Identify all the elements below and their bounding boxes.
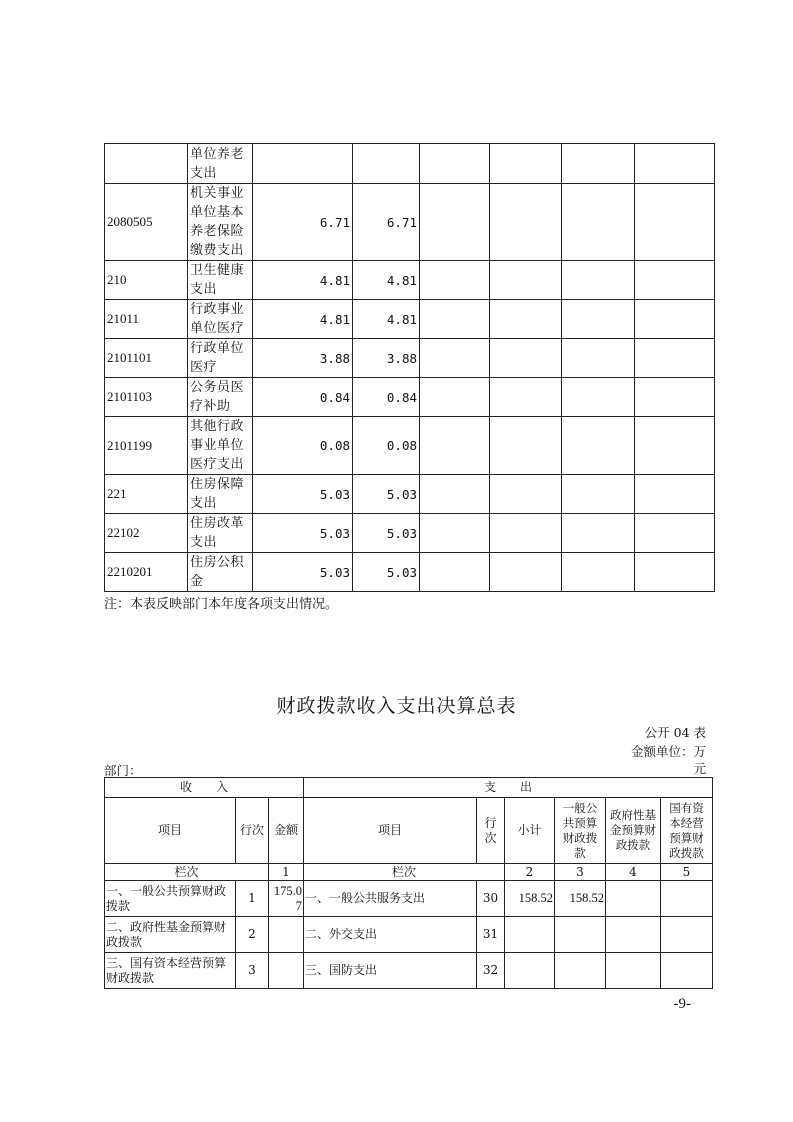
project-expense [420, 184, 490, 261]
subtotal-value [505, 917, 555, 953]
department-label: 部门： [104, 763, 142, 778]
subject-name: 住房保障 支出 [188, 475, 253, 514]
total-amount: 5.03 [253, 553, 353, 592]
col8-value [635, 261, 715, 300]
subject-name: 行政事业 单位医疗 [188, 300, 253, 339]
lanci-expense: 栏次 [304, 864, 505, 881]
general-budget-value [555, 953, 606, 989]
col-rowno-expense: 行 次 [477, 798, 505, 864]
table-row [105, 953, 713, 989]
idx-amount: 1 [269, 864, 304, 881]
table-row [105, 261, 715, 300]
income-amount [269, 953, 304, 989]
col8-value [635, 300, 715, 339]
col7-value [562, 417, 635, 475]
table-row [105, 300, 715, 339]
subject-code: 2101199 [105, 417, 188, 475]
col-soe-capital: 国有资 本经营 预算财 政拨款 [661, 798, 713, 864]
col-subtotal: 小计 [505, 798, 555, 864]
basic-expense: 0.84 [353, 378, 420, 417]
basic-expense: 5.03 [353, 475, 420, 514]
col6-value [490, 475, 562, 514]
table-row [105, 514, 715, 553]
col7-value [562, 378, 635, 417]
table-row [105, 553, 715, 592]
col8-value [635, 553, 715, 592]
lanci-income: 栏次 [105, 864, 269, 881]
table-row [105, 144, 715, 184]
subject-code: 22102 [105, 514, 188, 553]
project-expense [420, 417, 490, 475]
income-item: 一、一般公共预算财政 拨款 [105, 881, 236, 917]
idx-general: 3 [555, 864, 606, 881]
col8-value [635, 378, 715, 417]
project-expense [420, 261, 490, 300]
income-amount: 175.0 7 [269, 881, 304, 917]
subtotal-value [505, 953, 555, 989]
subject-name: 卫生健康 支出 [188, 261, 253, 300]
expenditure-table [104, 143, 715, 592]
total-amount: 4.81 [253, 300, 353, 339]
subject-name: 住房改革 支出 [188, 514, 253, 553]
col8-value [635, 417, 715, 475]
idx-soe: 5 [661, 864, 713, 881]
project-expense [420, 553, 490, 592]
basic-expense: 6.71 [353, 184, 420, 261]
col6-value [490, 378, 562, 417]
project-expense [420, 300, 490, 339]
col-item-income: 项目 [105, 798, 236, 864]
col8-value [635, 475, 715, 514]
col8-value [635, 514, 715, 553]
table-row [105, 475, 715, 514]
col7-value [562, 261, 635, 300]
col6-value [490, 553, 562, 592]
expense-row-no: 32 [477, 953, 505, 989]
unit-label: 金额单位：万 [630, 744, 706, 759]
idx-fund: 4 [606, 864, 661, 881]
total-amount: 4.81 [253, 261, 353, 300]
basic-expense: 5.03 [353, 514, 420, 553]
col-item-expense: 项目 [304, 798, 477, 864]
col8-value [635, 184, 715, 261]
expense-item: 三、国防支出 [304, 953, 477, 989]
soe-capital-value [661, 953, 713, 989]
col7-value [562, 300, 635, 339]
basic-expense: 5.03 [353, 553, 420, 592]
income-amount [269, 917, 304, 953]
appropriation-summary-table [104, 777, 713, 989]
expense-item: 一、一般公共服务支出 [304, 881, 477, 917]
soe-capital-value [661, 917, 713, 953]
subject-name: 住房公积 金 [188, 553, 253, 592]
gov-fund-value [606, 881, 661, 917]
subject-code [105, 144, 188, 184]
subject-code: 221 [105, 475, 188, 514]
table-row [105, 378, 715, 417]
col6-value [490, 417, 562, 475]
gov-fund-value [606, 917, 661, 953]
project-expense [420, 378, 490, 417]
basic-expense: 4.81 [353, 261, 420, 300]
col6-value [490, 184, 562, 261]
table-row [105, 417, 715, 475]
subject-code: 2101101 [105, 339, 188, 378]
subject-code: 2080505 [105, 184, 188, 261]
subject-name: 机关事业 单位基本 养老保险 缴费支出 [188, 184, 253, 261]
project-expense [420, 339, 490, 378]
col6-value [490, 261, 562, 300]
total-amount: 0.08 [253, 417, 353, 475]
total-amount [253, 144, 353, 184]
expense-row-no: 31 [477, 917, 505, 953]
total-amount: 6.71 [253, 184, 353, 261]
basic-expense [353, 144, 420, 184]
subject-name: 单位养老 支出 [188, 144, 253, 184]
table-row [105, 881, 713, 917]
col7-value [562, 475, 635, 514]
col8-value [635, 339, 715, 378]
expense-item: 二、外交支出 [304, 917, 477, 953]
table-row [105, 339, 715, 378]
total-amount: 5.03 [253, 475, 353, 514]
col6-value [490, 300, 562, 339]
col-general-budget: 一般公 共预算 财政拨 款 [555, 798, 606, 864]
col6-value [490, 144, 562, 184]
income-item: 三、国有资本经营预算 财政拨款 [105, 953, 236, 989]
idx-subtotal: 2 [505, 864, 555, 881]
project-expense [420, 144, 490, 184]
form-number: 公开 04 表 [644, 725, 706, 740]
income-row-no: 2 [236, 917, 269, 953]
basic-expense: 4.81 [353, 300, 420, 339]
soe-capital-value [661, 881, 713, 917]
subject-name: 公务员医 疗补助 [188, 378, 253, 417]
unit-label-cont: 元 [693, 761, 706, 776]
col8-value [635, 144, 715, 184]
project-expense [420, 475, 490, 514]
general-budget-value: 158.52 [555, 881, 606, 917]
general-budget-value [555, 917, 606, 953]
col7-value [562, 144, 635, 184]
expense-header: 支 出 [304, 778, 713, 798]
expense-row-no: 30 [477, 881, 505, 917]
project-expense [420, 514, 490, 553]
subject-code: 21011 [105, 300, 188, 339]
gov-fund-value [606, 953, 661, 989]
basic-expense: 0.08 [353, 417, 420, 475]
income-header: 收 入 [105, 778, 304, 798]
subject-name: 行政单位 医疗 [188, 339, 253, 378]
col7-value [562, 339, 635, 378]
table-row [105, 184, 715, 261]
table-note: 注：本表反映部门本年度各项支出情况。 [104, 597, 339, 612]
col6-value [490, 514, 562, 553]
basic-expense: 3.88 [353, 339, 420, 378]
subject-code: 210 [105, 261, 188, 300]
income-row-no: 3 [236, 953, 269, 989]
col7-value [562, 514, 635, 553]
col-gov-fund: 政府性基 金预算财 政拨款 [606, 798, 661, 864]
income-row-no: 1 [236, 881, 269, 917]
col-rowno-income: 行次 [236, 798, 269, 864]
page-number: -9- [673, 996, 691, 1012]
page-title: 财政拨款收入支出决算总表 [276, 695, 517, 717]
total-amount: 5.03 [253, 514, 353, 553]
income-item: 二、政府性基金预算财 政拨款 [105, 917, 236, 953]
subject-code: 2101103 [105, 378, 188, 417]
table-row [105, 917, 713, 953]
total-amount: 3.88 [253, 339, 353, 378]
total-amount: 0.84 [253, 378, 353, 417]
col6-value [490, 339, 562, 378]
subject-code: 2210201 [105, 553, 188, 592]
subtotal-value: 158.52 [505, 881, 555, 917]
subject-name: 其他行政 事业单位 医疗支出 [188, 417, 253, 475]
col7-value [562, 553, 635, 592]
col-amount: 金额 [269, 798, 304, 864]
col7-value [562, 184, 635, 261]
